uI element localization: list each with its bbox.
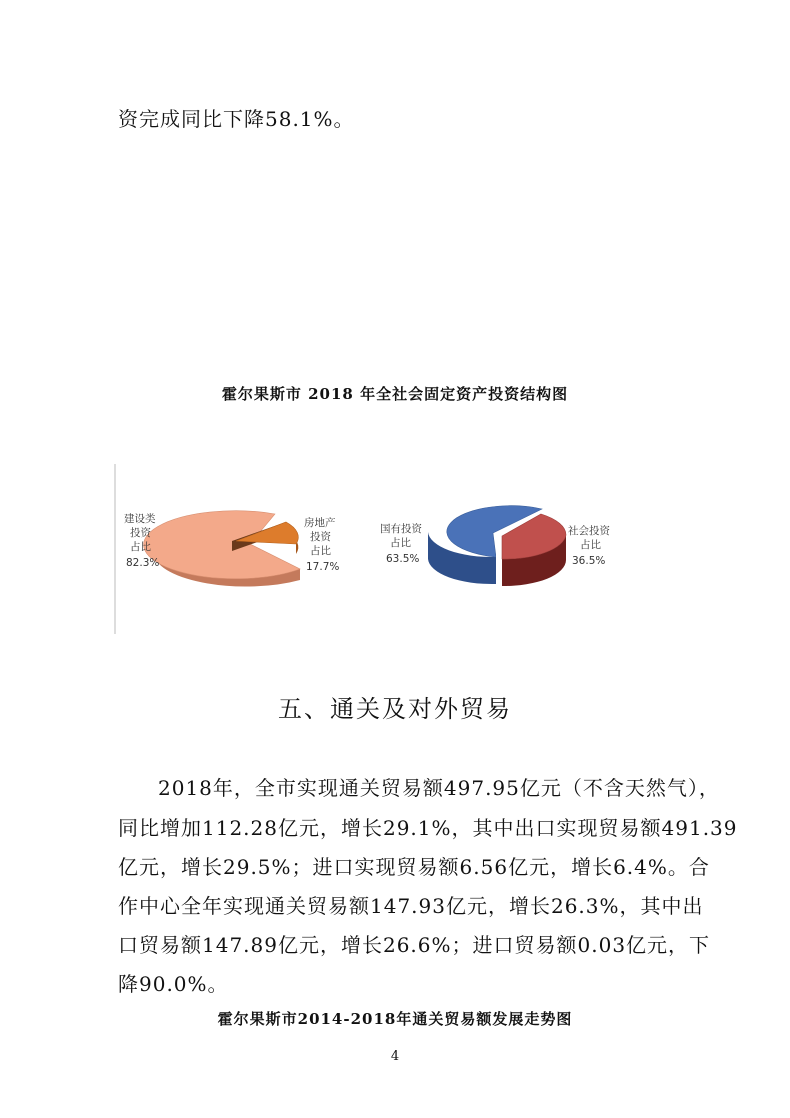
pie-label-state-line1: 国有投资 (380, 523, 422, 535)
pie-value-state: 63.5% (386, 553, 420, 565)
pie-value-construction: 82.3% (126, 557, 160, 569)
pie-label-realestate-line1: 房地产 (304, 517, 336, 529)
paragraph-line: 口贸易额147.89亿元，增长26.6%；进口贸易额0.03亿元，下 (118, 933, 711, 957)
pie-value-realestate: 17.7% (306, 561, 340, 573)
pie-chart-ownership (380, 506, 610, 586)
investment-structure-charts (110, 462, 630, 642)
top-paragraph-line: 资完成同比下降58.1%。 (118, 107, 355, 131)
paragraph-line: 作中心全年实现通关贸易额147.93亿元，增长26.3%，其中出 (118, 894, 704, 918)
pie-label-social-line1: 社会投资 (568, 525, 610, 537)
paragraph-line: 亿元，增长29.5%；进口实现贸易额6.56亿元，增长6.4%。合 (118, 855, 710, 879)
section-heading: 五、通关及对外贸易 (278, 695, 512, 723)
pie-chart-construction (124, 511, 339, 587)
paragraph-line: 同比增加112.28亿元，增长29.1%，其中出口实现贸易额491.39 (118, 816, 738, 840)
page-number: 4 (390, 1049, 400, 1064)
pie-label-realestate-line3: 占比 (310, 545, 331, 557)
figure1-caption: 霍尔果斯市 2018 年全社会固定资产投资结构图 (221, 385, 569, 403)
pie-gap (496, 532, 502, 559)
pie-label-state-line2: 占比 (390, 537, 411, 549)
paragraph-line: 降90.0%。 (118, 972, 229, 996)
pie-label-construction-line3: 占比 (130, 541, 151, 553)
pie-label-realestate-line2: 投资 (310, 531, 331, 543)
pie-label-social-line2: 占比 (580, 539, 601, 551)
figure2-caption: 霍尔果斯市2014-2018年通关贸易额发展走势图 (217, 1010, 573, 1028)
pie-label-construction-line2: 投资 (130, 527, 151, 539)
pie-label-construction-line1: 建设类 (124, 513, 156, 525)
pie-value-social: 36.5% (572, 555, 606, 567)
paragraph-line: 2018年，全市实现通关贸易额497.95亿元（不含天然气）， (158, 776, 720, 800)
